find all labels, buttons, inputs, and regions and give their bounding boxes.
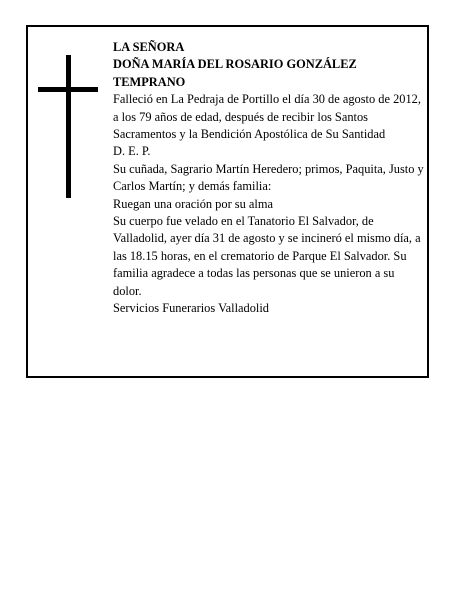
cross-horizontal-bar	[38, 87, 98, 92]
funeral-home: Servicios Funerarios Valladolid	[113, 301, 270, 316]
prayer-request: Ruegan una oración por su alma	[113, 196, 273, 211]
heading-title: LA SEÑORA	[113, 40, 185, 54]
deceased-name: DOÑA MARÍA DEL ROSARIO GONZÁLEZ TEMPRANO	[113, 57, 357, 89]
dep-abbreviation: D. E. P.	[113, 144, 151, 159]
cross-vertical-bar	[66, 55, 71, 198]
obituary-text	[113, 39, 425, 318]
death-details: Falleció en La Pedraja de Portillo el día 30 de agosto de 2012, a los 79 años de edad, después de recibir los Santos Sacramentos y la Bendición Apostólica de Su Santidad	[113, 92, 421, 142]
ceremony-details: Su cuerpo fue velado en el Tanatorio El Salvador, de Valladolid, ayer día 31 de agosto y se incineró el mismo día, a las 18.15 horas, en el crematorio de Parque El Salvador. Su familia agradece a todas las personas que se unieron a su dolor.	[113, 214, 421, 298]
family-members: Su cuñada, Sagrario Martín Heredero; primos, Paquita, Justo y Carlos Martín; y demás familia:	[113, 161, 424, 194]
